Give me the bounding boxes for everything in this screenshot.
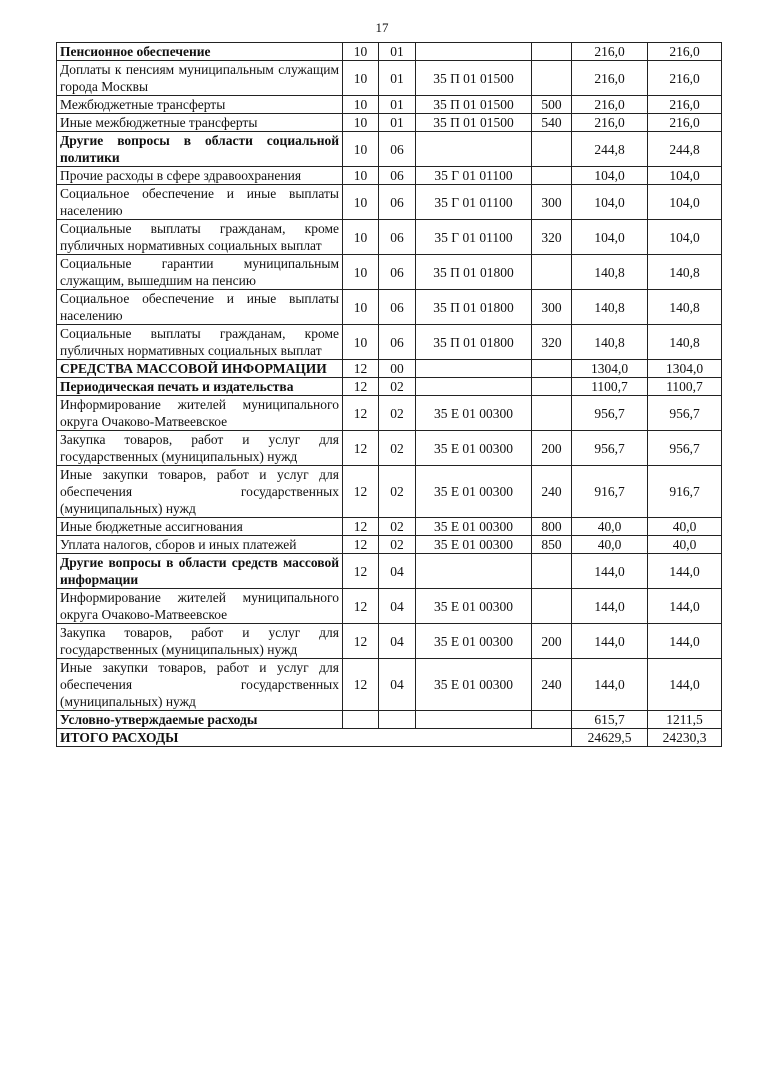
- target-article-code: 35 П 01 01500: [416, 61, 532, 96]
- table-row: [57, 589, 722, 624]
- amount-year1: 956,7: [572, 396, 648, 431]
- amount-year2: 244,8: [648, 132, 722, 167]
- subsection-code: 01: [379, 61, 416, 96]
- expense-type-code: 500: [532, 96, 572, 114]
- amount-year2: 40,0: [648, 536, 722, 554]
- expense-type-code: [532, 554, 572, 589]
- table-row: [57, 378, 722, 396]
- amount-year2: 1100,7: [648, 378, 722, 396]
- item-name: Уплата налогов, сборов и иных платежей: [57, 536, 343, 554]
- amount-year1: 140,8: [572, 290, 648, 325]
- amount-year2: 144,0: [648, 659, 722, 711]
- target-article-code: 35 Г 01 01100: [416, 185, 532, 220]
- table-row: [57, 255, 722, 290]
- expense-type-code: 800: [532, 518, 572, 536]
- amount-year2: 956,7: [648, 396, 722, 431]
- expense-type-code: [532, 360, 572, 378]
- subsection-code: 04: [379, 554, 416, 589]
- item-name: СРЕДСТВА МАССОВОЙ ИНФОРМАЦИИ: [57, 360, 343, 378]
- target-article-code: 35 Е 01 00300: [416, 536, 532, 554]
- amount-year2: 144,0: [648, 624, 722, 659]
- amount-year2: 140,8: [648, 255, 722, 290]
- subsection-code: 04: [379, 624, 416, 659]
- budget-rows: [57, 43, 722, 729]
- section-code: 10: [343, 114, 379, 132]
- amount-year2: 216,0: [648, 114, 722, 132]
- section-code: 10: [343, 61, 379, 96]
- item-name: Другие вопросы в области средств массовой информации: [57, 554, 343, 589]
- amount-year2: 40,0: [648, 518, 722, 536]
- item-name: Доплаты к пенсиям муниципальным служащим города Москвы: [57, 61, 343, 96]
- table-row: [57, 536, 722, 554]
- expense-type-code: 200: [532, 624, 572, 659]
- subsection-code: [379, 711, 416, 729]
- amount-year1: 956,7: [572, 431, 648, 466]
- section-code: 10: [343, 96, 379, 114]
- section-code: 12: [343, 431, 379, 466]
- target-article-code: 35 П 01 01500: [416, 114, 532, 132]
- subsection-code: 01: [379, 114, 416, 132]
- item-name: Другие вопросы в области социальной политики: [57, 132, 343, 167]
- item-name: Периодическая печать и издательства: [57, 378, 343, 396]
- target-article-code: 35 Е 01 00300: [416, 396, 532, 431]
- amount-year1: 615,7: [572, 711, 648, 729]
- amount-year2: 216,0: [648, 61, 722, 96]
- target-article-code: [416, 132, 532, 167]
- subsection-code: 06: [379, 185, 416, 220]
- expense-type-code: [532, 167, 572, 185]
- total-label: ИТОГО РАСХОДЫ: [57, 729, 572, 747]
- amount-year2: 956,7: [648, 431, 722, 466]
- item-name: Социальные выплаты гражданам, кроме публичных нормативных социальных выплат: [57, 325, 343, 360]
- amount-year2: 216,0: [648, 43, 722, 61]
- target-article-code: [416, 554, 532, 589]
- subsection-code: 06: [379, 132, 416, 167]
- amount-year1: 40,0: [572, 518, 648, 536]
- target-article-code: 35 П 01 01800: [416, 255, 532, 290]
- amount-year2: 216,0: [648, 96, 722, 114]
- amount-year2: 104,0: [648, 185, 722, 220]
- expense-type-code: 540: [532, 114, 572, 132]
- amount-year1: 104,0: [572, 185, 648, 220]
- section-code: 10: [343, 185, 379, 220]
- amount-year1: 244,8: [572, 132, 648, 167]
- section-code: 10: [343, 167, 379, 185]
- target-article-code: 35 П 01 01800: [416, 325, 532, 360]
- section-code: 10: [343, 255, 379, 290]
- target-article-code: 35 Г 01 01100: [416, 167, 532, 185]
- table-row: [57, 431, 722, 466]
- section-code: 10: [343, 290, 379, 325]
- table-row: [57, 466, 722, 518]
- subsection-code: 06: [379, 290, 416, 325]
- item-name: Социальные гарантии муниципальным служащим, вышедшим на пенсию: [57, 255, 343, 290]
- item-name: Иные бюджетные ассигнования: [57, 518, 343, 536]
- subsection-code: 02: [379, 396, 416, 431]
- expense-type-code: [532, 378, 572, 396]
- target-article-code: [416, 43, 532, 61]
- expense-type-code: [532, 711, 572, 729]
- target-article-code: 35 Е 01 00300: [416, 431, 532, 466]
- amount-year2: 144,0: [648, 589, 722, 624]
- section-code: 12: [343, 396, 379, 431]
- item-name: Прочие расходы в сфере здравоохранения: [57, 167, 343, 185]
- table-row: [57, 96, 722, 114]
- target-article-code: 35 Г 01 01100: [416, 220, 532, 255]
- amount-year1: 216,0: [572, 43, 648, 61]
- subsection-code: 06: [379, 167, 416, 185]
- table-row: [57, 624, 722, 659]
- subsection-code: 04: [379, 659, 416, 711]
- item-name: Условно-утверждаемые расходы: [57, 711, 343, 729]
- section-code: 12: [343, 536, 379, 554]
- expense-type-code: [532, 255, 572, 290]
- expense-type-code: 850: [532, 536, 572, 554]
- amount-year1: 144,0: [572, 659, 648, 711]
- item-name: Социальные выплаты гражданам, кроме публичных нормативных социальных выплат: [57, 220, 343, 255]
- subsection-code: 02: [379, 431, 416, 466]
- amount-year1: 144,0: [572, 624, 648, 659]
- target-article-code: 35 Е 01 00300: [416, 624, 532, 659]
- budget-table: [56, 42, 722, 747]
- expense-type-code: 320: [532, 325, 572, 360]
- item-name: Иные закупки товаров, работ и услуг для обеспечения государственных (муниципальных) нужд: [57, 466, 343, 518]
- target-article-code: 35 Е 01 00300: [416, 589, 532, 624]
- section-code: [343, 711, 379, 729]
- page-number: 17: [375, 20, 389, 35]
- target-article-code: 35 П 01 01800: [416, 290, 532, 325]
- amount-year1: 216,0: [572, 61, 648, 96]
- section-code: 10: [343, 43, 379, 61]
- table-row: [57, 167, 722, 185]
- expense-type-code: [532, 396, 572, 431]
- target-article-code: 35 Е 01 00300: [416, 518, 532, 536]
- table-row: [57, 61, 722, 96]
- item-name: Пенсионное обеспечение: [57, 43, 343, 61]
- expense-type-code: [532, 61, 572, 96]
- amount-year2: 140,8: [648, 290, 722, 325]
- section-code: 10: [343, 132, 379, 167]
- section-code: 12: [343, 554, 379, 589]
- target-article-code: [416, 360, 532, 378]
- subsection-code: 06: [379, 220, 416, 255]
- expense-type-code: 240: [532, 466, 572, 518]
- target-article-code: 35 Е 01 00300: [416, 466, 532, 518]
- amount-year2: 104,0: [648, 220, 722, 255]
- amount-year2: 916,7: [648, 466, 722, 518]
- section-code: 12: [343, 466, 379, 518]
- table-row: [57, 325, 722, 360]
- item-name: Информирование жителей муниципального округа Очаково-Матвеевское: [57, 396, 343, 431]
- table-row: [57, 518, 722, 536]
- total-row: [57, 729, 722, 747]
- section-code: 10: [343, 325, 379, 360]
- item-name: Информирование жителей муниципального округа Очаково-Матвеевское: [57, 589, 343, 624]
- item-name: Социальное обеспечение и иные выплаты населению: [57, 185, 343, 220]
- expense-type-code: 300: [532, 185, 572, 220]
- item-name: Социальное обеспечение и иные выплаты населению: [57, 290, 343, 325]
- item-name: Закупка товаров, работ и услуг для государственных (муниципальных) нужд: [57, 624, 343, 659]
- section-code: 12: [343, 589, 379, 624]
- table-row: [57, 554, 722, 589]
- item-name: Иные межбюджетные трансферты: [57, 114, 343, 132]
- amount-year1: 40,0: [572, 536, 648, 554]
- table-row: [57, 396, 722, 431]
- total-year2: 24230,3: [648, 729, 722, 747]
- expense-type-code: 320: [532, 220, 572, 255]
- amount-year2: 104,0: [648, 167, 722, 185]
- table-row: [57, 185, 722, 220]
- subsection-code: 06: [379, 255, 416, 290]
- subsection-code: 04: [379, 589, 416, 624]
- expense-type-code: 200: [532, 431, 572, 466]
- amount-year1: 144,0: [572, 589, 648, 624]
- amount-year1: 140,8: [572, 255, 648, 290]
- table-row: [57, 114, 722, 132]
- amount-year2: 140,8: [648, 325, 722, 360]
- target-article-code: 35 П 01 01500: [416, 96, 532, 114]
- table-row: [57, 132, 722, 167]
- subsection-code: 00: [379, 360, 416, 378]
- section-code: 12: [343, 518, 379, 536]
- section-code: 12: [343, 624, 379, 659]
- table-row: [57, 220, 722, 255]
- subsection-code: 02: [379, 518, 416, 536]
- table-row: [57, 360, 722, 378]
- subsection-code: 06: [379, 325, 416, 360]
- amount-year1: 1304,0: [572, 360, 648, 378]
- table-row: [57, 43, 722, 61]
- amount-year2: 1304,0: [648, 360, 722, 378]
- expense-type-code: 300: [532, 290, 572, 325]
- target-article-code: [416, 711, 532, 729]
- section-code: 10: [343, 220, 379, 255]
- subsection-code: 01: [379, 43, 416, 61]
- expense-type-code: 240: [532, 659, 572, 711]
- amount-year2: 144,0: [648, 554, 722, 589]
- amount-year1: 104,0: [572, 220, 648, 255]
- amount-year1: 140,8: [572, 325, 648, 360]
- subsection-code: 01: [379, 96, 416, 114]
- section-code: 12: [343, 378, 379, 396]
- subsection-code: 02: [379, 466, 416, 518]
- item-name: Закупка товаров, работ и услуг для государственных (муниципальных) нужд: [57, 431, 343, 466]
- target-article-code: 35 Е 01 00300: [416, 659, 532, 711]
- expense-type-code: [532, 43, 572, 61]
- amount-year1: 144,0: [572, 554, 648, 589]
- expense-type-code: [532, 132, 572, 167]
- amount-year1: 216,0: [572, 114, 648, 132]
- section-code: 12: [343, 659, 379, 711]
- subsection-code: 02: [379, 536, 416, 554]
- section-code: 12: [343, 360, 379, 378]
- total-year1: 24629,5: [572, 729, 648, 747]
- subsection-code: 02: [379, 378, 416, 396]
- item-name: Иные закупки товаров, работ и услуг для обеспечения государственных (муниципальных) нужд: [57, 659, 343, 711]
- table-row: [57, 659, 722, 711]
- amount-year1: 1100,7: [572, 378, 648, 396]
- target-article-code: [416, 378, 532, 396]
- amount-year1: 104,0: [572, 167, 648, 185]
- item-name: Межбюджетные трансферты: [57, 96, 343, 114]
- amount-year1: 216,0: [572, 96, 648, 114]
- amount-year1: 916,7: [572, 466, 648, 518]
- table-row: [57, 290, 722, 325]
- amount-year2: 1211,5: [648, 711, 722, 729]
- table-row: [57, 711, 722, 729]
- expense-type-code: [532, 589, 572, 624]
